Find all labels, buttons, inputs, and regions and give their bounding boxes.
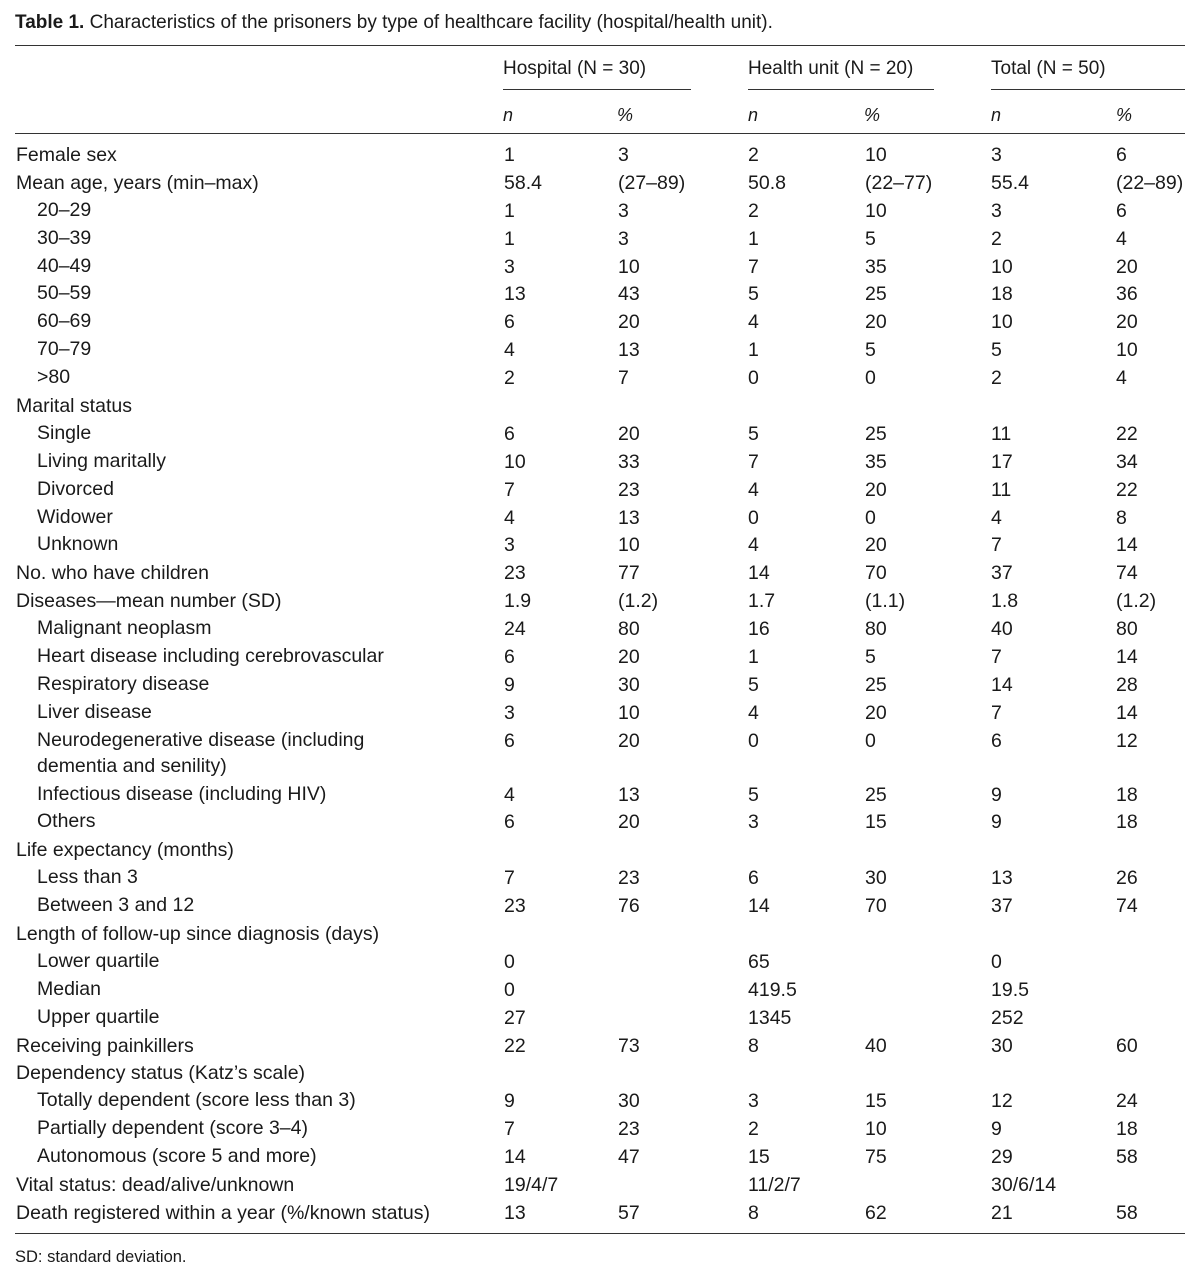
table-cell: 3 xyxy=(504,534,515,557)
subheader-n: n xyxy=(748,105,759,125)
table-cell: 6 xyxy=(504,729,515,752)
table-row xyxy=(0,365,1200,393)
subheader-n: n xyxy=(503,105,514,125)
table-cell: 4 xyxy=(1116,367,1127,390)
table-cell: 28 xyxy=(1116,673,1138,696)
table-cell: 0 xyxy=(865,506,876,529)
subheader-percent: % xyxy=(1116,105,1133,125)
table-cell: 4 xyxy=(1116,227,1127,250)
table-cell: 3 xyxy=(991,144,1002,166)
table-cell: 7 xyxy=(504,1118,515,1141)
table-cell: 5 xyxy=(748,422,759,445)
table-cell: 25 xyxy=(865,283,887,306)
table-cell: 29 xyxy=(991,1146,1013,1169)
table-cell: 2 xyxy=(991,227,1002,250)
row-label: Length of follow-up since diagnosis (days) xyxy=(16,922,380,945)
table-cell: (22–77) xyxy=(865,171,933,194)
table-cell: 1 xyxy=(504,144,515,166)
table-cell: 11 xyxy=(991,478,1012,501)
group-n: (N = 30) xyxy=(576,58,647,79)
table-cell: 50.8 xyxy=(748,171,786,194)
table-cell: 9 xyxy=(504,1090,515,1113)
table-cell: 75 xyxy=(865,1146,887,1169)
table-cell: 14 xyxy=(991,673,1013,696)
table-cell: 25 xyxy=(865,422,887,445)
table-row xyxy=(0,170,1200,198)
table-cell: 419.5 xyxy=(748,978,797,1001)
table-cell: 10 xyxy=(1116,339,1138,362)
table-cell: 22 xyxy=(504,1034,526,1057)
table-cell: 6 xyxy=(1116,144,1127,166)
row-label: >80 xyxy=(37,366,71,389)
table-cell: 6 xyxy=(504,811,515,834)
table-cell: 58 xyxy=(1116,1146,1138,1169)
table-cell: 20 xyxy=(618,311,640,334)
table-cell: 6 xyxy=(504,422,515,445)
table-row xyxy=(0,837,1200,865)
table-row xyxy=(0,1144,1200,1172)
group-name: Health unit xyxy=(748,58,839,79)
table-cell: 27 xyxy=(504,1006,526,1029)
row-label: Dependency status (Katz’s scale) xyxy=(16,1062,306,1085)
table-cell: 47 xyxy=(618,1146,640,1169)
table-row xyxy=(0,893,1200,921)
table-body xyxy=(0,142,1200,1228)
table-cell: 3 xyxy=(504,701,515,724)
table-cell: 24 xyxy=(1116,1090,1138,1113)
table-cell: 20 xyxy=(618,646,640,669)
table-cell: 70 xyxy=(865,562,887,585)
table-cell: 4 xyxy=(991,506,1002,529)
table-cell: 10 xyxy=(618,701,640,724)
table-row xyxy=(0,337,1200,365)
table-cell: 34 xyxy=(1116,450,1138,473)
table-cell: 8 xyxy=(748,1034,759,1057)
table-cell: 60 xyxy=(1116,1034,1138,1057)
table-row xyxy=(0,782,1200,810)
table-cell: 20 xyxy=(1116,311,1138,334)
table-cell: 65 xyxy=(748,950,770,973)
table-cell: 10 xyxy=(991,255,1013,278)
table-cell: 10 xyxy=(991,311,1013,334)
table-cell: 26 xyxy=(1116,867,1138,890)
table-cell: 80 xyxy=(618,618,640,641)
table-cell: 8 xyxy=(1116,506,1127,529)
table-cell: 20 xyxy=(865,534,887,557)
row-label: Heart disease including cerebrovascular xyxy=(37,645,384,668)
table-cell: 20 xyxy=(618,422,640,445)
table-cell: 74 xyxy=(1116,895,1138,918)
table-cell: 18 xyxy=(991,283,1013,306)
table-cell: 10 xyxy=(618,255,640,278)
table-cell: 10 xyxy=(865,1118,887,1141)
table-row xyxy=(0,393,1200,421)
table-cell: 7 xyxy=(504,478,515,501)
table-cell: 22 xyxy=(1116,478,1138,501)
table-cell: 37 xyxy=(991,895,1013,918)
table-cell: 3 xyxy=(748,1090,759,1113)
table-row xyxy=(0,1005,1200,1033)
row-label: Mean age, years (min–max) xyxy=(16,171,259,194)
table-cell: 19.5 xyxy=(991,978,1029,1001)
table-cell: 18 xyxy=(1116,1118,1138,1141)
table-cell: 3 xyxy=(618,227,629,250)
table-cell: (22–89) xyxy=(1116,171,1184,194)
row-label: Infectious disease (including HIV) xyxy=(37,782,327,805)
table-cell: 55.4 xyxy=(991,171,1029,194)
table-cell: 14 xyxy=(1116,534,1138,557)
table-cell: 35 xyxy=(865,450,887,473)
table-cell: 1 xyxy=(504,199,515,222)
table-cell: 40 xyxy=(865,1034,887,1057)
row-label: Marital status xyxy=(16,395,132,418)
table-cell: 30 xyxy=(618,1090,640,1113)
table-cell: 73 xyxy=(618,1034,640,1057)
table-cell: 7 xyxy=(991,701,1002,724)
table-cell: 0 xyxy=(504,950,515,973)
row-label: Widower xyxy=(37,505,113,528)
table-cell: 3 xyxy=(748,811,759,834)
table-cell: 5 xyxy=(865,227,876,250)
table-row xyxy=(0,672,1200,700)
table-cell: 12 xyxy=(991,1090,1013,1113)
table-cell: (1.1) xyxy=(865,590,906,613)
table-cell: 8 xyxy=(748,1201,759,1224)
table-row xyxy=(0,449,1200,477)
group-n: (N = 20) xyxy=(844,58,914,79)
table-row xyxy=(0,616,1200,644)
table-row xyxy=(0,532,1200,560)
table-cell: 57 xyxy=(618,1201,640,1224)
table-cell: 5 xyxy=(748,783,759,806)
table-cell: 36 xyxy=(1116,283,1138,306)
table-cell: (1.2) xyxy=(618,590,659,613)
row-label: Others xyxy=(37,810,96,833)
group-rule-health-unit xyxy=(748,89,934,90)
row-label: 40–49 xyxy=(37,254,92,277)
table-row xyxy=(0,309,1200,337)
table-cell: 6 xyxy=(504,311,515,334)
table-cell: 30 xyxy=(618,673,640,696)
table-cell: 13 xyxy=(504,283,526,306)
table-row xyxy=(0,281,1200,309)
table-cell: 74 xyxy=(1116,562,1138,585)
table-cell: 2 xyxy=(748,144,759,166)
table-cell: 24 xyxy=(504,618,526,641)
table-cell: 11 xyxy=(991,422,1012,445)
row-label: Female sex xyxy=(16,144,117,166)
table-cell: 62 xyxy=(865,1201,887,1224)
table-cell: 17 xyxy=(991,450,1013,473)
row-label: Liver disease xyxy=(37,700,152,723)
table-cell: 2 xyxy=(504,367,515,390)
table-cell: 40 xyxy=(991,618,1013,641)
table-cell: 70 xyxy=(865,895,887,918)
table-cell: 13 xyxy=(618,783,640,806)
table-row xyxy=(0,1060,1200,1088)
table-cell: (27–89) xyxy=(618,171,686,194)
table-cell: 13 xyxy=(618,506,640,529)
table-cell: 7 xyxy=(748,450,759,473)
table-row xyxy=(0,1172,1200,1200)
table-cell: 1 xyxy=(748,646,759,669)
table-row xyxy=(0,1033,1200,1061)
table-row xyxy=(0,700,1200,728)
table-cell: 15 xyxy=(865,1090,887,1113)
table-number: Table 1. xyxy=(15,12,85,33)
table-row xyxy=(0,142,1200,170)
row-label: Upper quartile xyxy=(37,1005,160,1028)
table-cell: 1 xyxy=(748,227,759,250)
table-cell: 13 xyxy=(618,339,640,362)
table-row xyxy=(0,505,1200,533)
table-row xyxy=(0,588,1200,616)
row-label: Vital status: dead/alive/unknown xyxy=(16,1173,295,1196)
table-cell: 23 xyxy=(618,867,640,890)
table-cell: 12 xyxy=(1116,729,1138,752)
table-cell: 4 xyxy=(748,311,759,334)
table-footnote: SD: standard deviation. xyxy=(15,1248,187,1266)
row-label: 30–39 xyxy=(37,226,92,249)
table-cell: 4 xyxy=(748,701,759,724)
row-label: Single xyxy=(37,421,92,444)
table-row xyxy=(0,421,1200,449)
table-cell: 10 xyxy=(865,144,887,166)
table-cell: 6 xyxy=(991,729,1002,752)
table-row xyxy=(0,1088,1200,1116)
table-cell: 1.7 xyxy=(748,590,776,613)
table-cell: 4 xyxy=(504,339,515,362)
table-cell: 77 xyxy=(618,562,640,585)
row-label: Autonomous (score 5 and more) xyxy=(37,1145,317,1168)
table-row xyxy=(0,865,1200,893)
table-cell: 23 xyxy=(618,478,640,501)
table-cell: 0 xyxy=(865,729,876,752)
table-cell: 30 xyxy=(865,867,887,890)
group-header-total xyxy=(991,56,1106,82)
table-cell: 23 xyxy=(618,1118,640,1141)
row-label: 70–79 xyxy=(37,338,92,361)
table-cell: 80 xyxy=(1116,618,1138,641)
table-cell: 4 xyxy=(748,478,759,501)
table-row xyxy=(0,226,1200,254)
table-cell: 9 xyxy=(991,1118,1002,1141)
table-cell: 20 xyxy=(865,701,887,724)
table-cell: 9 xyxy=(504,673,515,696)
table-row xyxy=(0,1200,1200,1228)
row-label: Neurodegenerative disease (including dementia and senility) xyxy=(37,728,365,777)
table-cell: 6 xyxy=(748,867,759,890)
table-cell: 2 xyxy=(991,367,1002,390)
row-label: Diseases—mean number (SD) xyxy=(16,590,282,613)
table-cell: 35 xyxy=(865,255,887,278)
table-cell: 58 xyxy=(1116,1201,1138,1224)
table-cell: 37 xyxy=(991,562,1013,585)
table-cell: 5 xyxy=(991,339,1002,362)
table-cell: 5 xyxy=(865,339,876,362)
table-cell: 18 xyxy=(1116,811,1138,834)
table-cell: 25 xyxy=(865,673,887,696)
table-cell: 20 xyxy=(618,811,640,834)
table-cell: 10 xyxy=(504,450,526,473)
group-name: Hospital xyxy=(503,58,572,79)
table-cell: 14 xyxy=(1116,646,1138,669)
table-cell: 4 xyxy=(504,783,515,806)
subheader-percent: % xyxy=(617,105,634,125)
table-cell: 18 xyxy=(1116,783,1138,806)
table-cell: 20 xyxy=(865,311,887,334)
table-cell: 20 xyxy=(1116,255,1138,278)
table-cell: 10 xyxy=(618,534,640,557)
table-cell: 7 xyxy=(618,367,629,390)
table-cell: 14 xyxy=(748,562,770,585)
caption-text: Characteristics of the prisoners by type of healthcare facility (hospital/health unit). xyxy=(89,12,773,33)
table-cell: 15 xyxy=(865,811,887,834)
row-label: 20–29 xyxy=(37,198,92,221)
row-label: Totally dependent (score less than 3) xyxy=(37,1089,356,1112)
table-cell: 22 xyxy=(1116,422,1138,445)
table-cell: 76 xyxy=(618,895,640,918)
table-row xyxy=(0,921,1200,949)
table-cell: 15 xyxy=(748,1146,770,1169)
table-cell: 30/6/14 xyxy=(991,1173,1057,1196)
row-label: Between 3 and 12 xyxy=(37,894,195,917)
table-row xyxy=(0,254,1200,282)
table-row xyxy=(0,1116,1200,1144)
table-cell: 14 xyxy=(504,1146,526,1169)
table-row xyxy=(0,560,1200,588)
table-row xyxy=(0,728,1200,782)
table-cell: 7 xyxy=(991,534,1002,557)
table-row xyxy=(0,198,1200,226)
table-cell: 10 xyxy=(865,199,887,222)
table-cell: 25 xyxy=(865,783,887,806)
table-cell: 1.8 xyxy=(991,590,1019,613)
table-cell: 43 xyxy=(618,283,640,306)
group-header-hospital xyxy=(503,56,646,82)
table-cell: 80 xyxy=(865,618,887,641)
table-row xyxy=(0,949,1200,977)
group-rule-hospital xyxy=(503,89,691,90)
table-cell: 0 xyxy=(748,367,759,390)
top-rule xyxy=(15,45,1185,46)
table-cell: 0 xyxy=(865,367,876,390)
table-cell: 6 xyxy=(1116,199,1127,222)
table-cell: 33 xyxy=(618,450,640,473)
table-cell: 1.9 xyxy=(504,590,532,613)
table-row xyxy=(0,644,1200,672)
table-cell: 1 xyxy=(504,227,515,250)
row-label: Death registered within a year (%/known status) xyxy=(16,1201,431,1224)
table-cell: 11/2/7 xyxy=(748,1173,801,1196)
bottom-rule xyxy=(15,1233,1185,1234)
row-label: 60–69 xyxy=(37,310,92,333)
table-cell: 0 xyxy=(748,506,759,529)
table-cell: 16 xyxy=(748,618,770,641)
table-cell: 0 xyxy=(991,950,1002,973)
table-cell: 0 xyxy=(504,978,515,1001)
table-cell: 5 xyxy=(865,646,876,669)
table-caption xyxy=(15,10,1185,36)
table-cell: 1345 xyxy=(748,1006,792,1029)
table-cell: 20 xyxy=(865,478,887,501)
table-cell: 9 xyxy=(991,783,1002,806)
table-cell: 20 xyxy=(618,729,640,752)
table-cell: 3 xyxy=(618,144,629,166)
row-label: Divorced xyxy=(37,477,114,500)
table-cell: 58.4 xyxy=(504,171,542,194)
table-row xyxy=(0,477,1200,505)
row-label: Partially dependent (score 3–4) xyxy=(37,1117,308,1140)
table-cell: 7 xyxy=(991,646,1002,669)
table-cell: 13 xyxy=(504,1201,526,1224)
group-n: (N = 50) xyxy=(1036,58,1106,79)
row-label: Median xyxy=(37,977,101,1000)
row-label: Life expectancy (months) xyxy=(16,839,234,862)
table-cell: 3 xyxy=(991,199,1002,222)
row-label: Receiving painkillers xyxy=(16,1034,194,1057)
table-cell: 30 xyxy=(991,1034,1013,1057)
table-row xyxy=(0,809,1200,837)
table-cell: 5 xyxy=(748,283,759,306)
row-label: Less than 3 xyxy=(37,866,138,889)
row-label: Respiratory disease xyxy=(37,672,210,695)
row-label: No. who have children xyxy=(16,562,209,585)
table-cell: 14 xyxy=(748,895,770,918)
table-cell: 6 xyxy=(504,646,515,669)
row-label: 50–59 xyxy=(37,282,92,305)
table-cell: 7 xyxy=(504,867,515,890)
table-cell: 14 xyxy=(1116,701,1138,724)
table-cell: (1.2) xyxy=(1116,590,1157,613)
row-label: Living maritally xyxy=(37,449,166,472)
table-cell: 21 xyxy=(991,1201,1013,1224)
table-cell: 4 xyxy=(748,534,759,557)
table-row xyxy=(0,977,1200,1005)
table-cell: 7 xyxy=(748,255,759,278)
group-name: Total xyxy=(991,58,1032,79)
table-cell: 2 xyxy=(748,1118,759,1141)
row-label: Unknown xyxy=(37,533,119,556)
table-cell: 13 xyxy=(991,867,1013,890)
table-cell: 3 xyxy=(618,199,629,222)
table-cell: 23 xyxy=(504,562,526,585)
table-cell: 1 xyxy=(748,339,759,362)
table-cell: 19/4/7 xyxy=(504,1173,559,1196)
table-cell: 2 xyxy=(748,199,759,222)
row-label: Lower quartile xyxy=(37,949,160,972)
table-cell: 23 xyxy=(504,895,526,918)
table-cell: 3 xyxy=(504,255,515,278)
table-cell: 4 xyxy=(504,506,515,529)
subheader-n: n xyxy=(991,105,1002,125)
group-header-health-unit xyxy=(748,56,913,82)
table-cell: 9 xyxy=(991,811,1002,834)
header-rule xyxy=(15,133,1185,134)
row-label: Malignant neoplasm xyxy=(37,617,212,640)
subheader-percent: % xyxy=(864,105,881,125)
table-cell: 252 xyxy=(991,1006,1024,1029)
table-cell: 5 xyxy=(748,673,759,696)
group-rule-total xyxy=(991,89,1185,90)
table-cell: 0 xyxy=(748,729,759,752)
